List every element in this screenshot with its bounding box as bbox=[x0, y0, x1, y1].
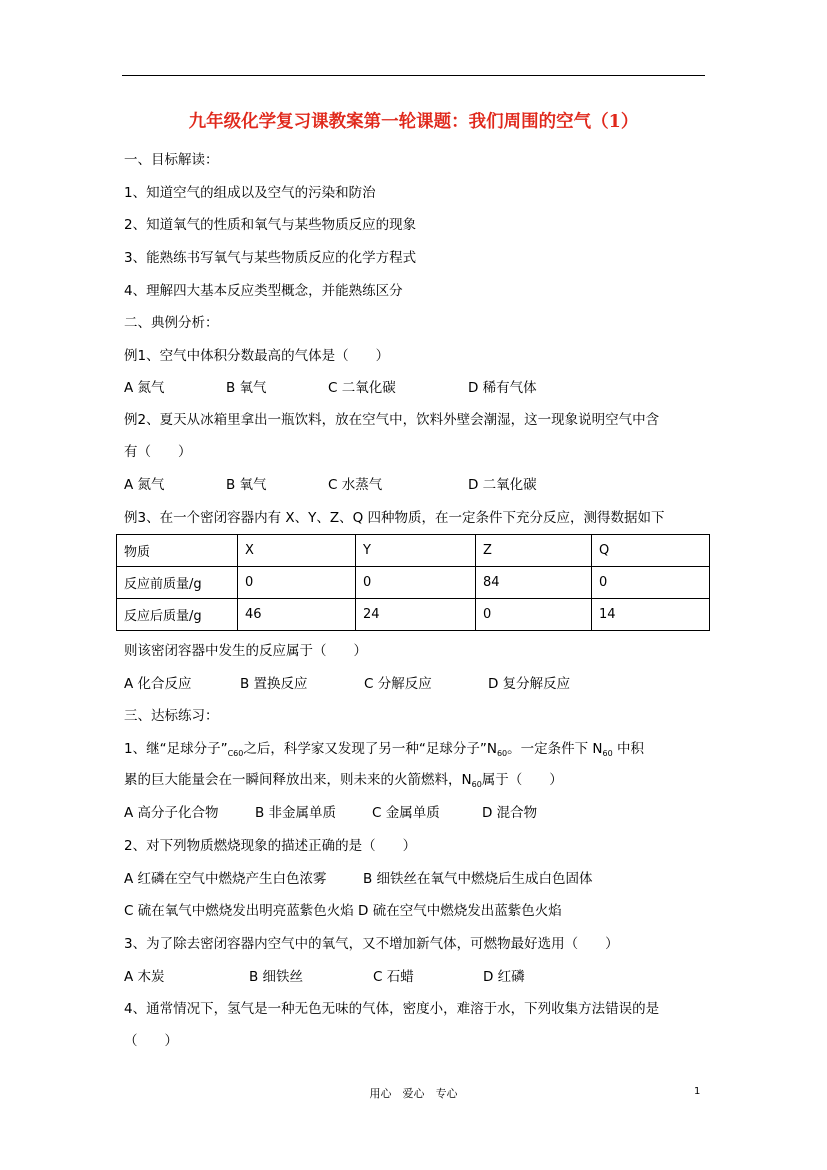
table-cell: 24 bbox=[356, 599, 476, 631]
section-heading-examples: 二、典例分析： bbox=[124, 315, 219, 331]
subscript: 60 bbox=[496, 749, 508, 758]
option-b: B 置换反应 bbox=[240, 676, 308, 692]
table-cell: Z bbox=[476, 535, 592, 567]
table-cell: 反应前质量/g bbox=[117, 567, 238, 599]
option-d: D 复分解反应 bbox=[488, 676, 571, 692]
subscript: 60 bbox=[471, 780, 482, 789]
option-d: D 稀有气体 bbox=[468, 380, 537, 396]
practice-1-question-cont bbox=[124, 770, 563, 795]
practice-2-options-ab bbox=[124, 869, 593, 889]
option-c: C 二氧化碳 bbox=[328, 380, 396, 396]
table-cell: 84 bbox=[476, 567, 592, 599]
option-c: C 分解反应 bbox=[364, 676, 432, 692]
option-d: D 二氧化碳 bbox=[468, 477, 537, 493]
table-cell: 反应后质量/g bbox=[117, 599, 238, 631]
goal-item: 2、知道氧气的性质和氧气与某些物质反应的现象 bbox=[124, 217, 417, 233]
option-c: C 水蒸气 bbox=[328, 477, 383, 493]
goal-item: 3、能熟练书写氧气与某些物质反应的化学方程式 bbox=[124, 250, 417, 266]
option-a: A 氮气 bbox=[124, 477, 165, 493]
example-1-question: 例1、空气中体积分数最高的气体是（ ） bbox=[124, 348, 390, 364]
table-row bbox=[117, 599, 710, 631]
text-run: 累的巨大能量会在一瞬间释放出来，则未来的火箭燃料，N bbox=[124, 772, 472, 788]
practice-2-question: 2、对下列物质燃烧现象的描述正确的是（ ） bbox=[124, 838, 417, 854]
option-a: A 红磷在空气中燃烧产生白色浓雾 bbox=[124, 871, 327, 887]
practice-3-question: 3、为了除去密闭容器内空气中的氧气，又不增加新气体，可燃物最好选用（ ） bbox=[124, 936, 619, 952]
practice-1-question bbox=[124, 739, 644, 764]
option-b: B 氧气 bbox=[226, 477, 267, 493]
text-run: 之后，科学家又发现了另一种“足球分子”N bbox=[243, 741, 497, 757]
table-row bbox=[117, 535, 710, 567]
option-a: A 氮气 bbox=[124, 380, 165, 396]
example-2-question: 例2、夏天从冰箱里拿出一瓶饮料，放在空气中，饮料外壁会潮湿，这一现象说明空气中含 bbox=[124, 412, 660, 428]
section-heading-goals: 一、目标解读： bbox=[124, 152, 219, 168]
table-cell: 物质 bbox=[117, 535, 238, 567]
practice-1-options bbox=[124, 803, 537, 823]
practice-4-question-cont: （ ） bbox=[124, 1033, 178, 1049]
example-1-options bbox=[124, 378, 537, 398]
table-row bbox=[117, 567, 710, 599]
mass-data-table bbox=[116, 534, 710, 631]
goal-item: 4、理解四大基本反应类型概念，并能熟练区分 bbox=[124, 283, 403, 299]
table-cell: 46 bbox=[238, 599, 356, 631]
page-number: 1 bbox=[694, 1086, 701, 1097]
option-c: C 石蜡 bbox=[373, 969, 414, 985]
table-cell: X bbox=[238, 535, 356, 567]
table-cell: Q bbox=[592, 535, 710, 567]
example-3-question: 例3、在一个密闭容器内有 X、Y、Z、Q 四种物质，在一定条件下充分反应，测得数据如下 bbox=[124, 510, 665, 526]
text-run: 1、继“足球分子” bbox=[124, 741, 228, 757]
option-a: A 高分子化合物 bbox=[124, 805, 219, 821]
table-cell: 0 bbox=[238, 567, 356, 599]
option-b: B 非金属单质 bbox=[255, 805, 337, 821]
practice-2-options-cd: C 硫在氧气中燃烧发出明亮蓝紫色火焰 D 硫在空气中燃烧发出蓝紫色火焰 bbox=[124, 903, 562, 919]
option-b: B 细铁丝 bbox=[249, 969, 304, 985]
example-3-options bbox=[124, 674, 570, 694]
option-d: D 红磷 bbox=[483, 969, 525, 985]
text-run: 中积 bbox=[612, 741, 644, 757]
subscript: 60 bbox=[602, 749, 613, 758]
table-cell: 14 bbox=[592, 599, 710, 631]
example-2-question-cont: 有（ ） bbox=[124, 444, 192, 460]
example-2-options bbox=[124, 475, 537, 495]
table-cell: 0 bbox=[356, 567, 476, 599]
subscript: C60 bbox=[227, 749, 244, 758]
option-b: B 氧气 bbox=[226, 380, 267, 396]
practice-4-question: 4、通常情况下，氢气是一种无色无味的气体，密度小，难溶于水，下列收集方法错误的是 bbox=[124, 1001, 660, 1017]
text-run: 属于（ ） bbox=[481, 772, 563, 788]
option-d: D 混合物 bbox=[482, 805, 538, 821]
text-run: 。一定条件下 N bbox=[507, 741, 603, 757]
table-cell: 0 bbox=[476, 599, 592, 631]
option-a: A 化合反应 bbox=[124, 676, 192, 692]
option-b: B 细铁丝在氧气中燃烧后生成白色固体 bbox=[363, 871, 593, 887]
table-cell: Y bbox=[356, 535, 476, 567]
section-heading-practice: 三、达标练习： bbox=[124, 708, 219, 724]
table-cell: 0 bbox=[592, 567, 710, 599]
option-c: C 金属单质 bbox=[372, 805, 440, 821]
example-3-question-cont: 则该密闭容器中发生的反应属于（ ） bbox=[124, 643, 367, 659]
practice-3-options bbox=[124, 967, 525, 987]
option-a: A 木炭 bbox=[124, 969, 165, 985]
document-title: 九年级化学复习课教案第一轮课题：我们周围的空气（1） bbox=[188, 112, 639, 132]
header-rule bbox=[122, 75, 705, 76]
goal-item: 1、知道空气的组成以及空气的污染和防治 bbox=[124, 185, 376, 201]
page-footer: 用心 爱心 专心 bbox=[369, 1087, 458, 1100]
